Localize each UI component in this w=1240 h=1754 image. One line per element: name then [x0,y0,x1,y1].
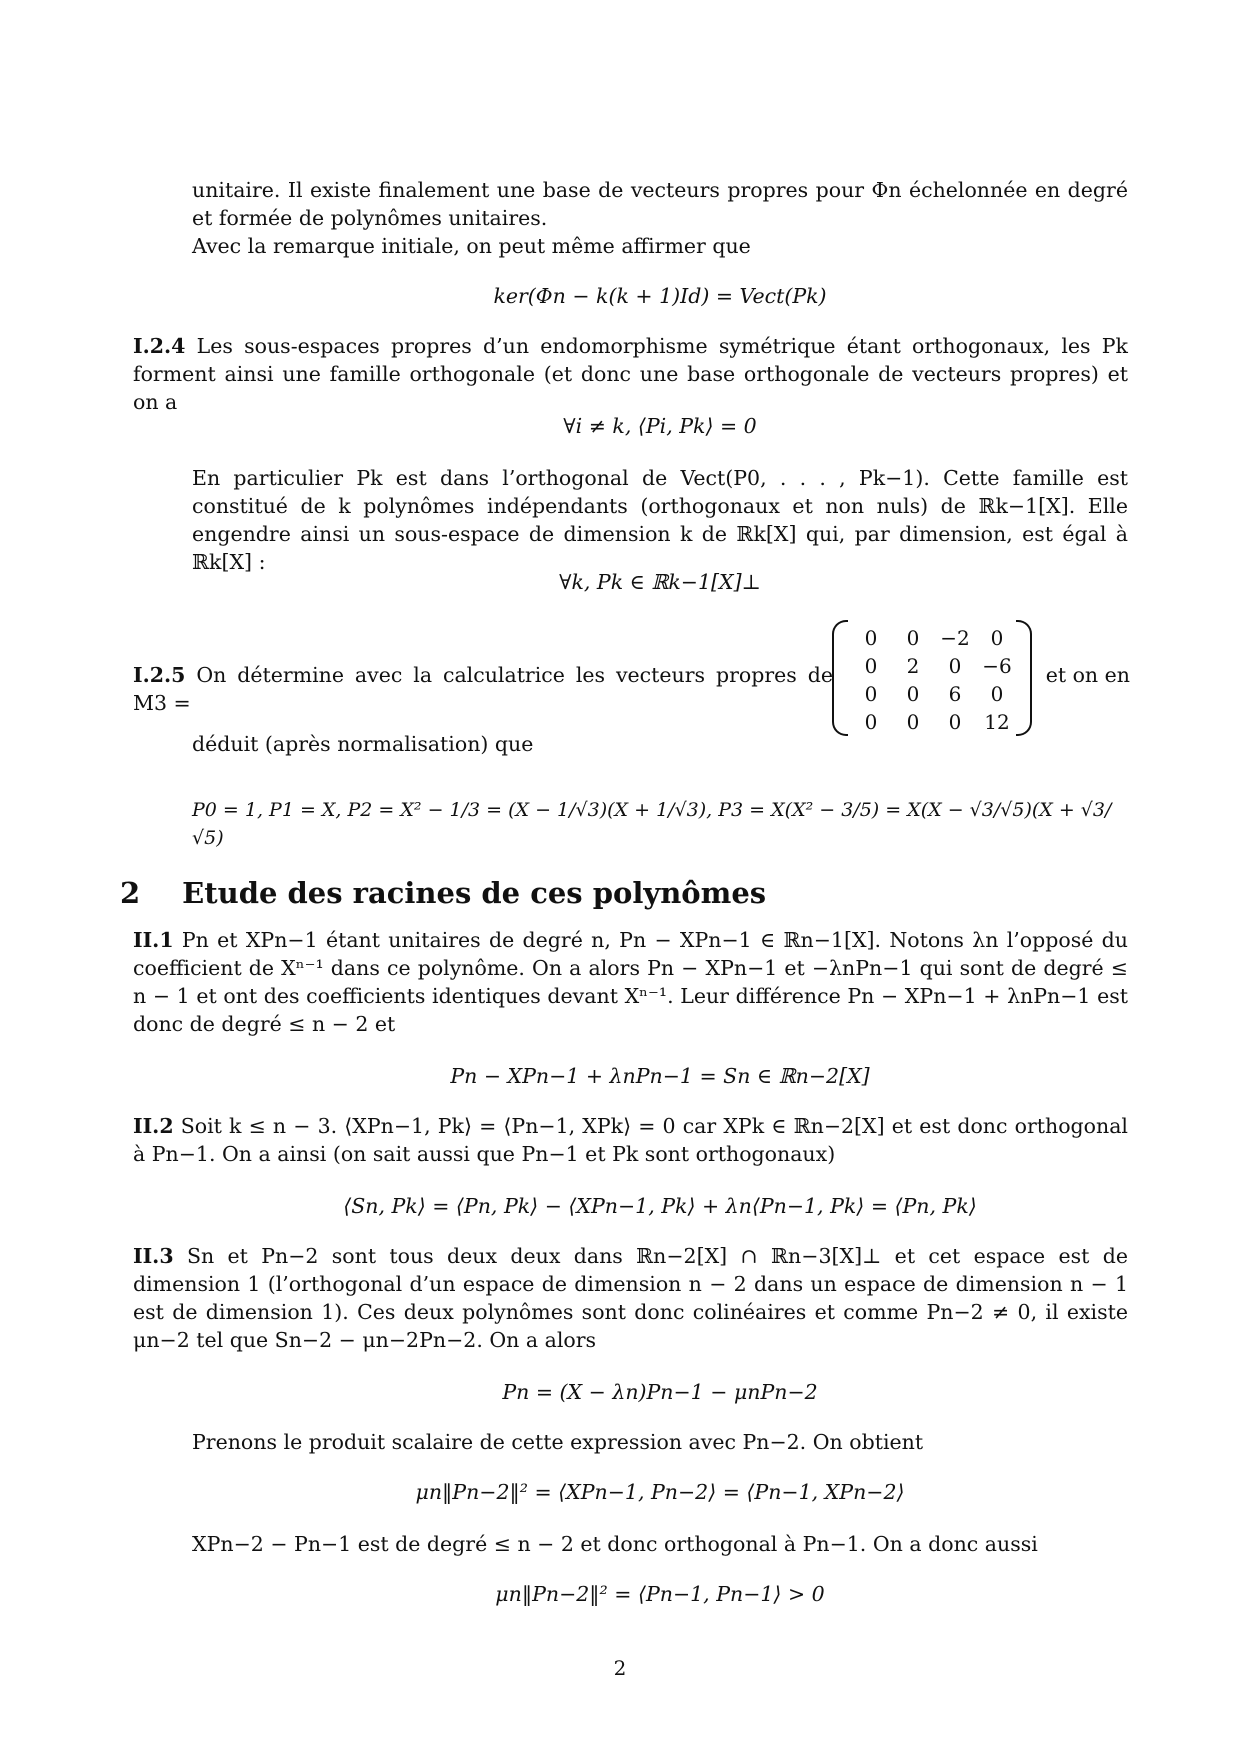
text-ii2: Soit k ≤ n − 3. ⟨XPn−1, Pk⟩ = ⟨Pn−1, XPk⟩ = 0 car XPk ∈ ℝn−2[X] et est donc orthogonal à Pn−1. On a ainsi (on sait aussi que Pn−1 et Pk sont orthogonaux) [133,1114,1128,1166]
text-125-after: et on en [1045,663,1130,687]
matrix-cell: 0 [906,626,920,650]
equation-sn: Pn − XPn−1 + λnPn−1 = Sn ∈ ℝn−2[X] [450,1064,870,1088]
matrix-cell: −2 [940,626,970,650]
equation-ker: ker(Φn − k(k + 1)Id) = Vect(Pk) [493,284,827,308]
matrix-cell: 0 [948,710,962,734]
intro-line: Avec la remarque initiale, on peut même affirmer que [192,234,751,258]
matrix-row [850,680,1018,708]
matrix-cell: −6 [982,654,1012,678]
equation-pk-orth: ∀k, Pk ∈ ℝk−1[X]⊥ [559,570,761,594]
text-ii3-b: Prenons le produit scalaire de cette expression avec Pn−2. On obtient [192,1430,924,1454]
text-124: Les sous-espaces propres d’un endomorphisme symétrique étant orthogonaux, les Pk forment ainsi une famille orthogonale (et donc une base orthogonale de vecteurs propres) et on a [133,334,1128,414]
matrix-cell: 0 [990,682,1004,706]
section-title: Etude des racines de ces polynômes [182,876,767,910]
intro-paragraph: unitaire. Il existe finalement une base de vecteurs propres pour Φn échelonnée en degré et formée de polynômes unitaires. [192,178,1128,230]
equation-mu-1: μn‖Pn−2‖² = ⟨XPn−1, Pn−2⟩ = ⟨Pn−1, XPn−2⟩ [415,1480,905,1504]
text-ii3-c: XPn−2 − Pn−1 est de degré ≤ n − 2 et donc orthogonal à Pn−1. On a donc aussi [192,1532,1038,1556]
text-ii3: Sn et Pn−2 sont tous deux deux dans ℝn−2[X] ∩ ℝn−3[X]⊥ et cet espace est de dimension 1 (l’orthogonal d’un espace de dimension n − 2 dans un espace de dimension n − 1 est de dimension 1). Ces deux polynômes sont donc colinéaires et comme Pn−2 ≠ 0, il existe μn−2 tel que Sn−2 − μn−2Pn−2. On a alors [133,1244,1128,1352]
matrix-row [850,624,1018,652]
equation-sn-pk: ⟨Sn, Pk⟩ = ⟨Pn, Pk⟩ − ⟨XPn−1, Pk⟩ + λn⟨Pn−1, Pk⟩ = ⟨Pn, Pk⟩ [343,1194,977,1218]
paragraph-ii3 [133,1242,1128,1354]
text-125: On détermine avec la calculatrice les vecteurs propres de M3 = [133,663,833,715]
matrix-cell: 0 [864,682,878,706]
matrix-cell: 0 [990,626,1004,650]
label-125: I.2.5 [133,663,186,687]
paragraph-125 [133,661,833,717]
matrix-row [850,652,1018,680]
equation-polynomials: P0 = 1, P1 = X, P2 = X² − 1/3 = (X − 1/√3)(X + 1/√3), P3 = X(X² − 3/5) = X(X − √3/√5)(X + √3/√5) [192,799,1112,849]
section-number: 2 [120,876,141,910]
matrix-cell: 6 [948,682,962,706]
matrix-cell: 0 [864,654,878,678]
matrix-cell: 12 [984,710,1010,734]
text-125-deduit: déduit (après normalisation) que [192,732,534,756]
matrix-cell: 0 [864,710,878,734]
text-ii1: Pn et XPn−1 étant unitaires de degré n, Pn − XPn−1 ∈ ℝn−1[X]. Notons λn l’opposé du coefficient de Xⁿ⁻¹ dans ce polynôme. On a alors Pn − XPn−1 et −λnPn−1 qui sont de degré ≤ n − 1 et ont des coefficients identiques devant Xⁿ⁻¹. Leur différence Pn − XPn−1 + λnPn−1 est donc de degré ≤ n − 2 et [133,928,1128,1036]
matrix-cell: 0 [948,654,962,678]
matrix-cell: 0 [906,710,920,734]
matrix-m3 [832,620,1032,734]
label-ii3: II.3 [133,1244,174,1268]
paragraph-ii2 [133,1112,1128,1168]
label-ii2: II.2 [133,1114,174,1138]
equation-recurrence: Pn = (X − λn)Pn−1 − μnPn−2 [502,1380,818,1404]
matrix-cell: 0 [864,626,878,650]
paragraph-124 [133,332,1128,416]
matrix-cell: 0 [906,682,920,706]
section-heading [120,876,766,910]
equation-mu-2: μn‖Pn−2‖² = ⟨Pn−1, Pn−1⟩ > 0 [495,1582,825,1606]
paragraph-ii1 [133,926,1128,1038]
label-124: I.2.4 [133,334,186,358]
equation-orthogonal: ∀i ≠ k, ⟨Pi, Pk⟩ = 0 [563,414,757,438]
paragraph-124b: En particulier Pk est dans l’orthogonal de Vect(P0, . . . , Pk−1). Cette famille est constitué de k polynômes indépendants (orthogonaux et non nuls) de ℝk−1[X]. Elle engendre ainsi un sous-espace de dimension k de ℝk[X] qui, par dimension, est égal à ℝk[X] : [192,466,1128,574]
label-ii1: II.1 [133,928,174,952]
left-paren [832,620,848,736]
matrix-cell: 2 [906,654,920,678]
page-number: 2 [613,1656,627,1680]
right-paren [1016,620,1032,736]
matrix-table [850,624,1018,736]
